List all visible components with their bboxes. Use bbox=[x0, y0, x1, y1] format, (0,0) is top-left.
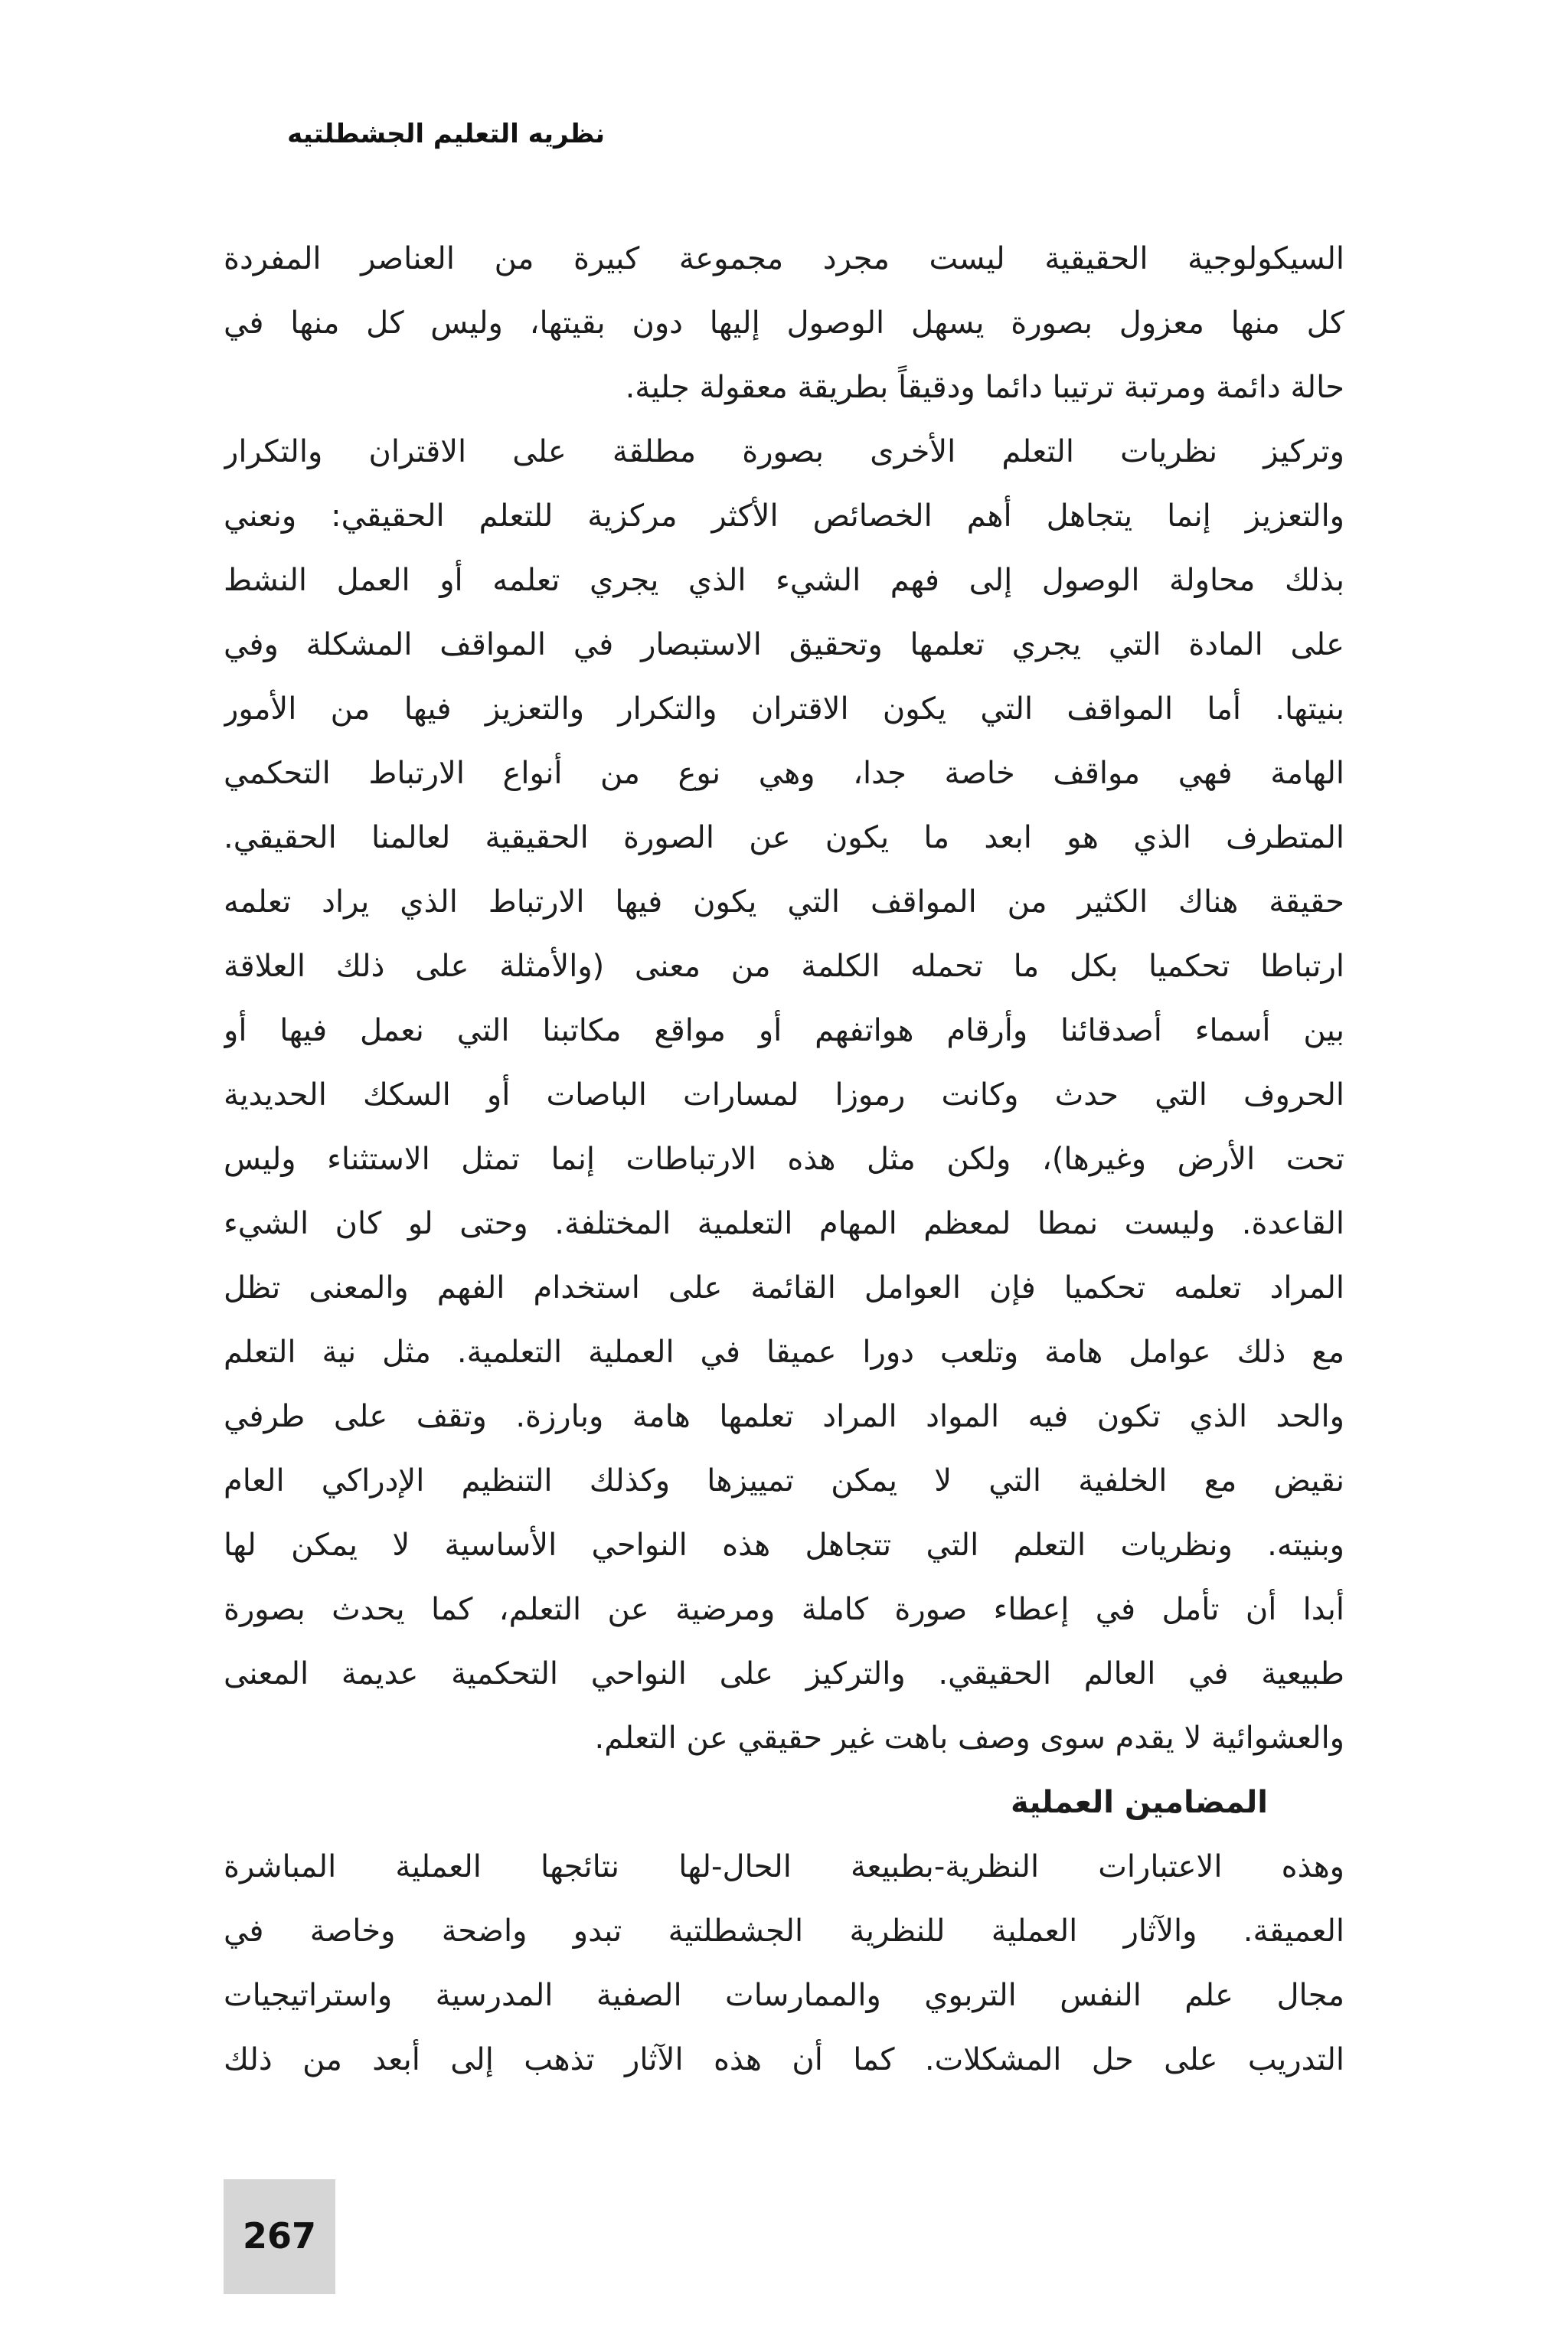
text-line: العميقة. والآثار العملية للنظرية الجشطلتية تبدو واضحة وخاصة في bbox=[224, 1914, 1344, 1949]
text-line: حالة دائمة ومرتبة ترتيبا دائما ودقيقاً بطريقة معقولة جلية. bbox=[625, 370, 1344, 405]
text-line: السيكولوجية الحقيقية ليست مجرد مجموعة كبيرة من العناصر المفردة bbox=[224, 241, 1344, 276]
text-line: حقيقة هناك الكثير من المواقف التي يكون فيها الارتباط الذي يراد تعلمه bbox=[224, 884, 1344, 920]
text-line: والتعزيز إنما يتجاهل أهم الخصائص الأكثر مركزية للتعلم الحقيقي: ونعني bbox=[224, 498, 1344, 534]
page-number-box bbox=[224, 2179, 335, 2294]
text-line: القاعدة. وليست نمطا لمعظم المهام التعلمية المختلفة. وحتى لو كان الشيء bbox=[224, 1206, 1344, 1241]
text-line: وهذه الاعتبارات النظرية-بطبيعة الحال-لها نتائجها العملية المباشرة bbox=[224, 1849, 1344, 1884]
text-line: الحروف التي حدث وكانت رموزا لمسارات الباصات أو السكك الحديدية bbox=[224, 1077, 1344, 1113]
text-line: المراد تعلمه تحكميا فإن العوامل القائمة على استخدام الفهم والمعنى تظل bbox=[224, 1270, 1344, 1306]
page-number: 267 bbox=[242, 2215, 317, 2257]
body-text bbox=[224, 227, 1344, 2092]
text-line: نقيض مع الخلفية التي لا يمكن تمييزها وكذلك التنظيم الإدراكي العام bbox=[224, 1463, 1344, 1499]
text-line: ارتباطا تحكميا بكل ما تحمله الكلمة من معنى (والأمثلة على ذلك العلاقة bbox=[224, 949, 1344, 984]
text-line: والعشوائية لا يقدم سوى وصف باهت غير حقيقي عن التعلم. bbox=[594, 1721, 1344, 1756]
text-line: والحد الذي تكون فيه المواد المراد تعلمها هامة وبارزة. وتقف على طرفي bbox=[224, 1399, 1344, 1434]
text-line: وبنيته. ونظريات التعلم التي تتجاهل هذه النواحي الأساسية لا يمكن لها bbox=[224, 1528, 1344, 1563]
text-line: طبيعية في العالم الحقيقي. والتركيز على النواحي التحكمية عديمة المعنى bbox=[224, 1656, 1344, 1691]
section-heading: المضامين العملية bbox=[1010, 1785, 1268, 1820]
text-line: مع ذلك عوامل هامة وتلعب دورا عميقا في العملية التعلمية. مثل نية التعلم bbox=[224, 1335, 1344, 1370]
text-line: على المادة التي يجري تعلمها وتحقيق الاستبصار في المواقف المشكلة وفي bbox=[224, 627, 1344, 662]
text-line: وتركيز نظريات التعلم الأخرى بصورة مطلقة على الاقتران والتكرار bbox=[224, 434, 1344, 469]
text-line: تحت الأرض وغيرها)، ولكن مثل هذه الارتباطات إنما تمثل الاستثناء وليس bbox=[224, 1142, 1344, 1177]
text-line: المتطرف الذي هو ابعد ما يكون عن الصورة الحقيقية لعالمنا الحقيقي. bbox=[224, 820, 1344, 855]
text-line: التدريب على حل المشكلات. كما أن هذه الآثار تذهب إلى أبعد من ذلك bbox=[224, 2042, 1344, 2077]
text-line: مجال علم النفس التربوي والممارسات الصفية المدرسية واستراتيجيات bbox=[224, 1978, 1344, 2013]
text-line: أبدا أن تأمل في إعطاء صورة كاملة ومرضية عن التعلم، كما يحدث بصورة bbox=[224, 1592, 1344, 1627]
text-line: كل منها معزول بصورة يسهل الوصول إليها دون بقيتها، وليس كل منها في bbox=[224, 306, 1344, 341]
text-line: بنيتها. أما المواقف التي يكون الاقتران والتكرار والتعزيز فيها من الأمور bbox=[224, 691, 1344, 727]
text-line: بذلك محاولة الوصول إلى فهم الشيء الذي يجري تعلمه أو العمل النشط bbox=[224, 563, 1344, 598]
running-header: نظريه التعليم الجشطلتيه bbox=[287, 119, 605, 149]
text-line: بين أسماء أصدقائنا وأرقام هواتفهم أو مواقع مكاتبنا التي نعمل فيها أو bbox=[224, 1013, 1344, 1048]
text-line: الهامة فهي مواقف خاصة جدا، وهي نوع من أنواع الارتباط التحكمي bbox=[224, 756, 1344, 791]
